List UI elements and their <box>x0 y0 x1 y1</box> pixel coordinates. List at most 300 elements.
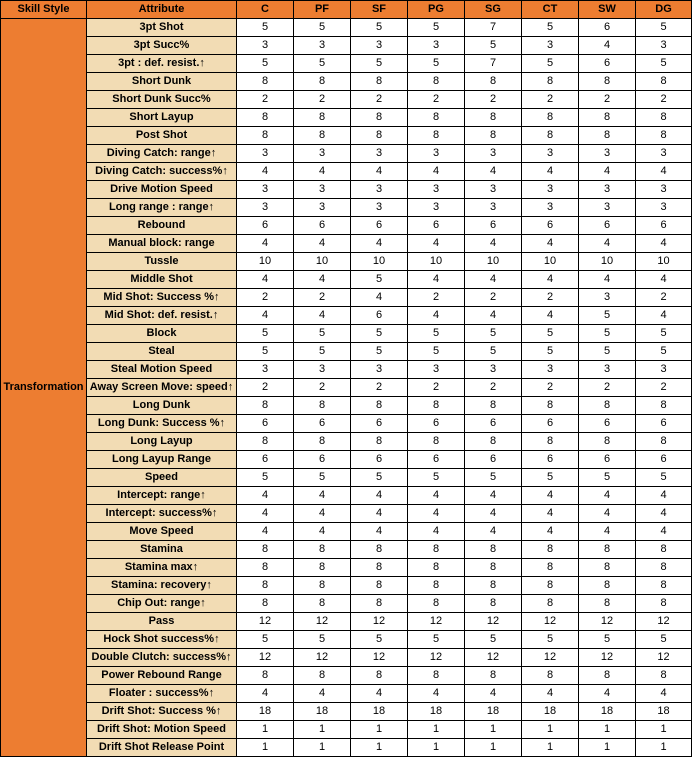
value-cell: 6 <box>636 217 692 235</box>
value-cell: 4 <box>237 523 294 541</box>
column-header: C <box>237 1 294 19</box>
column-header: DG <box>636 1 692 19</box>
table-row <box>1 91 692 109</box>
value-cell: 4 <box>408 685 465 703</box>
attribute-cell: Intercept: range↑ <box>87 487 237 505</box>
value-cell: 12 <box>579 649 636 667</box>
value-cell: 4 <box>579 37 636 55</box>
table-row <box>1 739 692 757</box>
value-cell: 8 <box>408 595 465 613</box>
value-cell: 5 <box>351 631 408 649</box>
value-cell: 6 <box>465 217 522 235</box>
value-cell: 4 <box>351 505 408 523</box>
value-cell: 5 <box>294 343 351 361</box>
value-cell: 3 <box>522 145 579 163</box>
value-cell: 8 <box>522 397 579 415</box>
value-cell: 8 <box>579 109 636 127</box>
value-cell: 6 <box>579 451 636 469</box>
value-cell: 8 <box>636 595 692 613</box>
value-cell: 12 <box>579 613 636 631</box>
value-cell: 3 <box>522 199 579 217</box>
value-cell: 1 <box>408 739 465 757</box>
value-cell: 6 <box>408 451 465 469</box>
value-cell: 8 <box>408 397 465 415</box>
value-cell: 3 <box>522 181 579 199</box>
value-cell: 5 <box>294 631 351 649</box>
table-row <box>1 361 692 379</box>
value-cell: 8 <box>408 433 465 451</box>
value-cell: 3 <box>522 37 579 55</box>
value-cell: 3 <box>636 145 692 163</box>
value-cell: 8 <box>522 541 579 559</box>
column-header: Skill Style <box>1 1 87 19</box>
value-cell: 4 <box>465 505 522 523</box>
value-cell: 4 <box>465 235 522 253</box>
table-row <box>1 487 692 505</box>
table-row <box>1 271 692 289</box>
value-cell: 4 <box>408 235 465 253</box>
table-row <box>1 469 692 487</box>
value-cell: 4 <box>579 271 636 289</box>
value-cell: 18 <box>636 703 692 721</box>
value-cell: 8 <box>351 667 408 685</box>
value-cell: 8 <box>237 667 294 685</box>
value-cell: 8 <box>579 541 636 559</box>
value-cell: 8 <box>465 73 522 91</box>
value-cell: 3 <box>408 361 465 379</box>
value-cell: 10 <box>579 253 636 271</box>
value-cell: 3 <box>465 145 522 163</box>
value-cell: 8 <box>579 127 636 145</box>
value-cell: 5 <box>579 631 636 649</box>
table-row <box>1 181 692 199</box>
table-row <box>1 541 692 559</box>
value-cell: 5 <box>522 469 579 487</box>
table-row <box>1 307 692 325</box>
value-cell: 6 <box>636 415 692 433</box>
table-row <box>1 613 692 631</box>
value-cell: 4 <box>579 685 636 703</box>
value-cell: 8 <box>351 541 408 559</box>
value-cell: 8 <box>237 559 294 577</box>
value-cell: 5 <box>636 55 692 73</box>
value-cell: 6 <box>522 217 579 235</box>
value-cell: 4 <box>522 505 579 523</box>
value-cell: 5 <box>408 19 465 37</box>
attribute-cell: Mid Shot: def. resist.↑ <box>87 307 237 325</box>
skill-style-cell: Transformation <box>1 19 87 757</box>
value-cell: 3 <box>579 181 636 199</box>
column-header: SG <box>465 1 522 19</box>
value-cell: 8 <box>351 73 408 91</box>
value-cell: 2 <box>522 379 579 397</box>
value-cell: 8 <box>636 559 692 577</box>
value-cell: 8 <box>237 541 294 559</box>
value-cell: 3 <box>294 181 351 199</box>
value-cell: 2 <box>351 379 408 397</box>
value-cell: 8 <box>294 127 351 145</box>
value-cell: 5 <box>237 469 294 487</box>
attribute-cell: Stamina <box>87 541 237 559</box>
attribute-cell: Stamina: recovery↑ <box>87 577 237 595</box>
value-cell: 12 <box>465 649 522 667</box>
value-cell: 3 <box>465 199 522 217</box>
attribute-cell: Intercept: success%↑ <box>87 505 237 523</box>
table-row <box>1 199 692 217</box>
value-cell: 2 <box>522 289 579 307</box>
table-row <box>1 145 692 163</box>
value-cell: 12 <box>351 613 408 631</box>
value-cell: 6 <box>294 217 351 235</box>
value-cell: 8 <box>636 397 692 415</box>
column-header: SW <box>579 1 636 19</box>
value-cell: 4 <box>237 487 294 505</box>
attribute-cell: 3pt : def. resist.↑ <box>87 55 237 73</box>
value-cell: 8 <box>237 127 294 145</box>
value-cell: 4 <box>351 487 408 505</box>
table-row <box>1 55 692 73</box>
value-cell: 1 <box>351 739 408 757</box>
table-row <box>1 433 692 451</box>
attribute-cell: Long Layup Range <box>87 451 237 469</box>
value-cell: 5 <box>465 37 522 55</box>
value-cell: 5 <box>636 19 692 37</box>
value-cell: 1 <box>294 721 351 739</box>
value-cell: 4 <box>294 307 351 325</box>
value-cell: 18 <box>408 703 465 721</box>
value-cell: 4 <box>465 163 522 181</box>
value-cell: 4 <box>465 685 522 703</box>
attribute-cell: Steal Motion Speed <box>87 361 237 379</box>
value-cell: 8 <box>237 109 294 127</box>
value-cell: 3 <box>294 37 351 55</box>
value-cell: 4 <box>636 307 692 325</box>
value-cell: 6 <box>351 415 408 433</box>
value-cell: 8 <box>294 559 351 577</box>
value-cell: 5 <box>294 325 351 343</box>
value-cell: 8 <box>579 397 636 415</box>
value-cell: 8 <box>465 109 522 127</box>
value-cell: 5 <box>465 325 522 343</box>
value-cell: 4 <box>237 505 294 523</box>
value-cell: 8 <box>579 667 636 685</box>
value-cell: 5 <box>636 325 692 343</box>
attribute-cell: Drift Shot Release Point <box>87 739 237 757</box>
value-cell: 12 <box>636 613 692 631</box>
column-header: PG <box>408 1 465 19</box>
attribute-cell: Long Dunk: Success %↑ <box>87 415 237 433</box>
value-cell: 8 <box>294 109 351 127</box>
value-cell: 8 <box>237 73 294 91</box>
value-cell: 12 <box>522 649 579 667</box>
value-cell: 3 <box>294 361 351 379</box>
value-cell: 1 <box>294 739 351 757</box>
value-cell: 5 <box>579 325 636 343</box>
value-cell: 1 <box>579 721 636 739</box>
value-cell: 4 <box>237 235 294 253</box>
value-cell: 8 <box>636 109 692 127</box>
value-cell: 3 <box>465 181 522 199</box>
table-row <box>1 685 692 703</box>
value-cell: 3 <box>351 361 408 379</box>
value-cell: 5 <box>351 19 408 37</box>
table-row <box>1 415 692 433</box>
table-row <box>1 235 692 253</box>
value-cell: 4 <box>636 487 692 505</box>
value-cell: 6 <box>351 451 408 469</box>
table-row <box>1 253 692 271</box>
value-cell: 1 <box>579 739 636 757</box>
value-cell: 8 <box>522 109 579 127</box>
value-cell: 2 <box>636 91 692 109</box>
value-cell: 4 <box>351 685 408 703</box>
value-cell: 4 <box>294 685 351 703</box>
value-cell: 4 <box>522 307 579 325</box>
value-cell: 3 <box>294 199 351 217</box>
value-cell: 4 <box>408 307 465 325</box>
value-cell: 6 <box>294 451 351 469</box>
value-cell: 5 <box>237 55 294 73</box>
table-row <box>1 289 692 307</box>
value-cell: 8 <box>351 595 408 613</box>
value-cell: 8 <box>636 433 692 451</box>
table-row <box>1 109 692 127</box>
attribute-cell: Short Dunk <box>87 73 237 91</box>
attribute-cell: Long Layup <box>87 433 237 451</box>
value-cell: 4 <box>351 163 408 181</box>
value-cell: 1 <box>237 739 294 757</box>
value-cell: 6 <box>636 451 692 469</box>
attribute-cell: Pass <box>87 613 237 631</box>
value-cell: 4 <box>465 271 522 289</box>
value-cell: 4 <box>351 235 408 253</box>
value-cell: 8 <box>351 559 408 577</box>
value-cell: 2 <box>465 289 522 307</box>
value-cell: 4 <box>294 505 351 523</box>
table-row <box>1 649 692 667</box>
attribute-cell: 3pt Shot <box>87 19 237 37</box>
value-cell: 8 <box>636 667 692 685</box>
value-cell: 4 <box>294 271 351 289</box>
value-cell: 5 <box>579 343 636 361</box>
value-cell: 4 <box>636 235 692 253</box>
value-cell: 12 <box>237 649 294 667</box>
value-cell: 5 <box>294 55 351 73</box>
value-cell: 10 <box>522 253 579 271</box>
value-cell: 5 <box>237 343 294 361</box>
attribute-cell: Manual block: range <box>87 235 237 253</box>
value-cell: 4 <box>636 271 692 289</box>
value-cell: 5 <box>237 325 294 343</box>
attribute-cell: Hock Shot success%↑ <box>87 631 237 649</box>
value-cell: 12 <box>408 649 465 667</box>
value-cell: 3 <box>636 37 692 55</box>
value-cell: 8 <box>465 433 522 451</box>
value-cell: 4 <box>351 523 408 541</box>
value-cell: 6 <box>465 415 522 433</box>
value-cell: 18 <box>522 703 579 721</box>
column-header: PF <box>294 1 351 19</box>
value-cell: 3 <box>408 199 465 217</box>
table-row <box>1 631 692 649</box>
value-cell: 4 <box>237 271 294 289</box>
value-cell: 8 <box>579 433 636 451</box>
value-cell: 6 <box>351 217 408 235</box>
value-cell: 5 <box>579 307 636 325</box>
value-cell: 3 <box>237 361 294 379</box>
value-cell: 4 <box>636 505 692 523</box>
value-cell: 8 <box>294 541 351 559</box>
value-cell: 10 <box>636 253 692 271</box>
value-cell: 5 <box>465 343 522 361</box>
value-cell: 8 <box>408 667 465 685</box>
value-cell: 4 <box>408 505 465 523</box>
value-cell: 8 <box>636 127 692 145</box>
value-cell: 5 <box>522 55 579 73</box>
value-cell: 8 <box>465 577 522 595</box>
table-row <box>1 163 692 181</box>
table-row <box>1 397 692 415</box>
value-cell: 3 <box>294 145 351 163</box>
attribute-cell: Drift Shot: Success %↑ <box>87 703 237 721</box>
value-cell: 6 <box>237 451 294 469</box>
value-cell: 2 <box>636 289 692 307</box>
value-cell: 5 <box>408 55 465 73</box>
attribute-cell: Rebound <box>87 217 237 235</box>
value-cell: 18 <box>465 703 522 721</box>
value-cell: 8 <box>522 667 579 685</box>
header-row <box>1 1 692 19</box>
value-cell: 5 <box>237 19 294 37</box>
value-cell: 4 <box>522 685 579 703</box>
value-cell: 10 <box>351 253 408 271</box>
attribute-cell: Long range : range↑ <box>87 199 237 217</box>
value-cell: 8 <box>522 73 579 91</box>
value-cell: 3 <box>465 361 522 379</box>
value-cell: 4 <box>351 289 408 307</box>
value-cell: 3 <box>579 361 636 379</box>
value-cell: 1 <box>465 739 522 757</box>
attribute-cell: Diving Catch: range↑ <box>87 145 237 163</box>
attribute-cell: Post Shot <box>87 127 237 145</box>
value-cell: 12 <box>294 613 351 631</box>
attribute-cell: Short Dunk Succ% <box>87 91 237 109</box>
attribute-cell: 3pt Succ% <box>87 37 237 55</box>
value-cell: 2 <box>237 289 294 307</box>
value-cell: 5 <box>522 325 579 343</box>
value-cell: 3 <box>351 181 408 199</box>
value-cell: 8 <box>522 127 579 145</box>
value-cell: 2 <box>579 91 636 109</box>
value-cell: 8 <box>465 397 522 415</box>
value-cell: 1 <box>351 721 408 739</box>
value-cell: 4 <box>579 487 636 505</box>
value-cell: 8 <box>522 559 579 577</box>
value-cell: 3 <box>351 145 408 163</box>
table-row <box>1 505 692 523</box>
value-cell: 18 <box>237 703 294 721</box>
value-cell: 3 <box>237 199 294 217</box>
value-cell: 4 <box>237 685 294 703</box>
attribute-cell: Diving Catch: success%↑ <box>87 163 237 181</box>
value-cell: 4 <box>237 307 294 325</box>
value-cell: 4 <box>522 235 579 253</box>
value-cell: 2 <box>522 91 579 109</box>
table-row <box>1 451 692 469</box>
value-cell: 3 <box>522 361 579 379</box>
value-cell: 8 <box>408 559 465 577</box>
table-row <box>1 595 692 613</box>
value-cell: 8 <box>465 667 522 685</box>
value-cell: 8 <box>294 595 351 613</box>
value-cell: 5 <box>294 469 351 487</box>
value-cell: 5 <box>465 469 522 487</box>
attribute-cell: Move Speed <box>87 523 237 541</box>
value-cell: 3 <box>579 145 636 163</box>
value-cell: 3 <box>408 145 465 163</box>
value-cell: 3 <box>636 361 692 379</box>
value-cell: 8 <box>465 595 522 613</box>
value-cell: 8 <box>294 577 351 595</box>
value-cell: 4 <box>636 685 692 703</box>
value-cell: 5 <box>579 469 636 487</box>
value-cell: 5 <box>351 55 408 73</box>
value-cell: 3 <box>351 37 408 55</box>
value-cell: 2 <box>237 91 294 109</box>
value-cell: 5 <box>351 271 408 289</box>
value-cell: 8 <box>579 595 636 613</box>
value-cell: 8 <box>636 541 692 559</box>
column-header: CT <box>522 1 579 19</box>
value-cell: 6 <box>579 415 636 433</box>
value-cell: 1 <box>237 721 294 739</box>
value-cell: 3 <box>408 181 465 199</box>
value-cell: 18 <box>294 703 351 721</box>
value-cell: 5 <box>522 343 579 361</box>
table-row <box>1 523 692 541</box>
value-cell: 12 <box>636 649 692 667</box>
value-cell: 4 <box>465 487 522 505</box>
value-cell: 8 <box>465 127 522 145</box>
value-cell: 6 <box>579 19 636 37</box>
value-cell: 5 <box>636 469 692 487</box>
value-cell: 2 <box>465 379 522 397</box>
value-cell: 8 <box>636 577 692 595</box>
value-cell: 3 <box>579 289 636 307</box>
table-row <box>1 703 692 721</box>
value-cell: 1 <box>636 739 692 757</box>
value-cell: 8 <box>579 577 636 595</box>
value-cell: 10 <box>408 253 465 271</box>
value-cell: 3 <box>237 181 294 199</box>
attribute-cell: Mid Shot: Success %↑ <box>87 289 237 307</box>
value-cell: 2 <box>636 379 692 397</box>
value-cell: 5 <box>408 343 465 361</box>
attribute-cell: Power Rebound Range <box>87 667 237 685</box>
value-cell: 8 <box>351 127 408 145</box>
value-cell: 6 <box>579 55 636 73</box>
value-cell: 5 <box>522 19 579 37</box>
value-cell: 1 <box>408 721 465 739</box>
value-cell: 4 <box>579 163 636 181</box>
value-cell: 4 <box>408 487 465 505</box>
value-cell: 18 <box>579 703 636 721</box>
attribute-cell: Away Screen Move: speed↑ <box>87 379 237 397</box>
value-cell: 7 <box>465 19 522 37</box>
value-cell: 12 <box>237 613 294 631</box>
value-cell: 6 <box>465 451 522 469</box>
attribute-cell: Drive Motion Speed <box>87 181 237 199</box>
